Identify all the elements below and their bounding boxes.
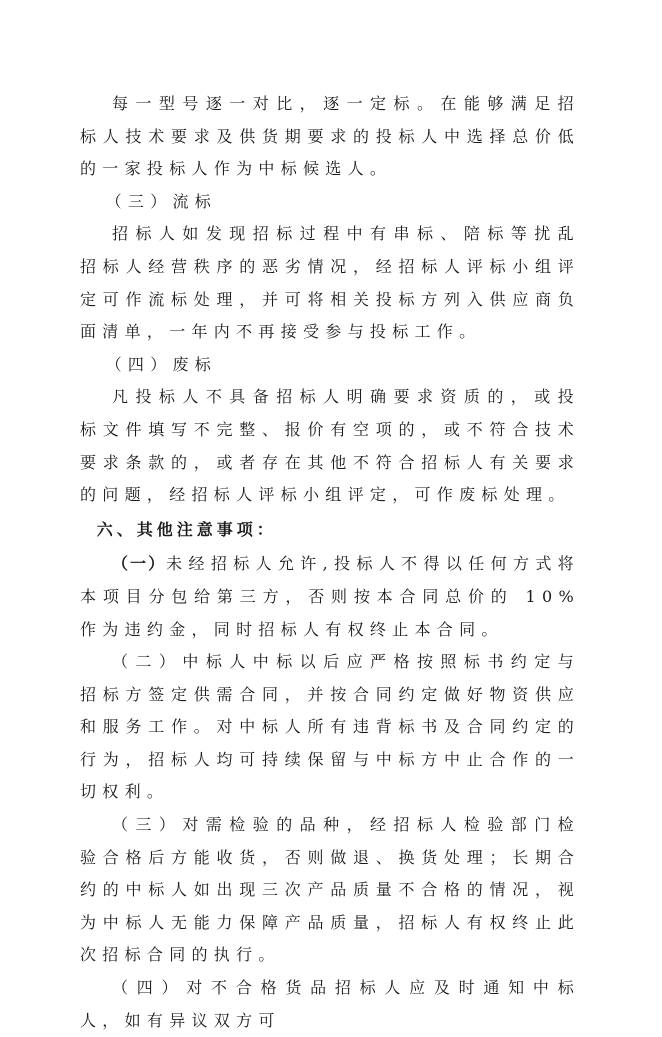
note-item-4-text: （四）对不合格货品招标人应及时通知中标人，如有异议双方可 xyxy=(80,978,580,1030)
note-item-1 xyxy=(80,548,580,646)
evaluation-paragraph: 每一型号逐一对比，逐一定标。在能够满足招标人技术要求及供货期要求的投标人中选择总价低的一家投标人作为中标候选人。 xyxy=(80,94,580,179)
document-page xyxy=(80,88,580,1037)
note-item-1-lead: （一） xyxy=(112,554,167,574)
note-item-1-text: 未经招标人允许,投标人不得以任何方式将本项目分包给第三方，否则按本合同总价的 10%作为违约金，同时招标人有权终止本合同。 xyxy=(80,554,580,639)
invalid-bid-paragraph: 凡投标人不具备招标人明确要求资质的，或投标文件填写不完整、报价有空项的，或不符合技术要求条款的，或者存在其他不符合招标人有关要求的问题，经招标人评标小组评定，可作废标处理。 xyxy=(80,387,580,505)
note-item-3-text: （三）对需检验的品种，经招标人检验部门检验合格后方能收货，否则做退、换货处理；长期合约的中标人如出现三次产品质量不合格的情况，视为中标人无能力保障产品质量，招标人有权终止此次招标合同的执行。 xyxy=(80,815,580,965)
note-item-3 xyxy=(80,809,580,972)
failed-bid-paragraph: 招标人如发现招标过程中有串标、陪标等扰乱招标人经营秩序的恶劣情况，经招标人评标小组评定可作流标处理，并可将相关投标方列入供应商负面清单，一年内不再接受参与投标工作。 xyxy=(80,224,580,342)
subheading-failed-bid: （三）流标 xyxy=(105,191,218,211)
note-item-4 xyxy=(80,972,580,1037)
subheading-invalid-bid: （四）废标 xyxy=(105,354,218,374)
note-item-2 xyxy=(80,646,580,809)
note-item-2-text: （二）中标人中标以后应严格按照标书约定与招标方签定供需合同，并按合同约定做好物资供应和服务工作。对中标人所有违背标书及合同约定的行为，招标人均可持续保留与中标方中止合作的一切权利。 xyxy=(80,652,580,802)
section-heading-other-notes: 六、其他注意事项： xyxy=(96,519,277,539)
